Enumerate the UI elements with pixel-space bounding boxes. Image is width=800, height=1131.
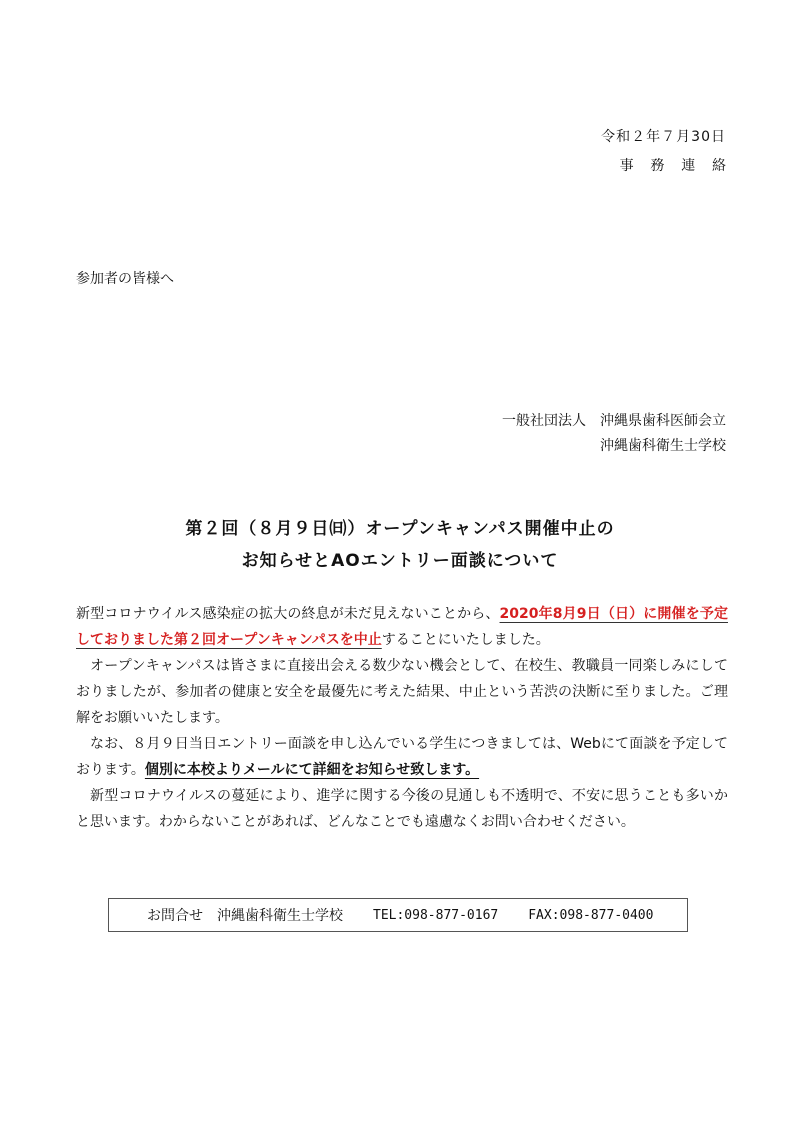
cancellation-notice: 2020年8月9日（日）に開催を予定しておりました第２回オープンキャンパスを中止 <box>76 606 728 648</box>
paragraph-3-intro: なお、８月９日当日エントリー面談を申し込んでいる学生につきましては、Webにて面談を予定しております。 <box>76 736 728 778</box>
document-type: 事務連絡 <box>619 158 743 174</box>
contact-box <box>108 898 688 932</box>
body-text <box>76 601 728 835</box>
paragraph-1-end: することにいたしました。 <box>381 632 550 648</box>
sender-school: 沖縄歯科衛生士学校 <box>600 438 726 454</box>
paragraph-1 <box>76 601 728 653</box>
title-line-1: 第２回（８月９日㈰）オープンキャンパス開催中止の <box>185 519 615 539</box>
contact-tel: TEL:098-877-0167 <box>373 907 499 923</box>
addressee: 参加者の皆様へ <box>76 271 174 287</box>
contact-fax: FAX:098-877-0400 <box>528 907 654 923</box>
contact-school: 沖縄歯科衛生士学校 <box>217 908 343 924</box>
paragraph-2: オープンキャンパスは皆さまに直接出会える数少ない機会として、在校生、教職員一同楽しみにしておりましたが、参加者の健康と安全を最優先に考えた結果、中止という苦渋の決断に至りました。ご理解をお願いいたします。 <box>76 658 728 726</box>
contact-label: お問合せ <box>147 908 203 924</box>
paragraph-3 <box>76 731 728 783</box>
paragraph-4: 新型コロナウイルスの蔓延により、進学に関する今後の見通しも不透明で、不安に思うことも多いかと思います。わからないことがあれば、どんなことでも遠慮なくお問い合わせください。 <box>76 788 728 830</box>
document-date: 令和２年７月30日 <box>601 129 726 145</box>
paragraph-1-intro: 新型コロナウイルス感染症の拡大の終息が未だ見えないことから、 <box>76 606 500 622</box>
sender-organization: 一般社団法人 沖縄県歯科医師会立 <box>502 413 726 429</box>
email-notice: 個別に本校よりメールにて詳細をお知らせ致します。 <box>144 762 480 778</box>
title-line-2: お知らせとAOエントリー面談について <box>241 551 559 571</box>
